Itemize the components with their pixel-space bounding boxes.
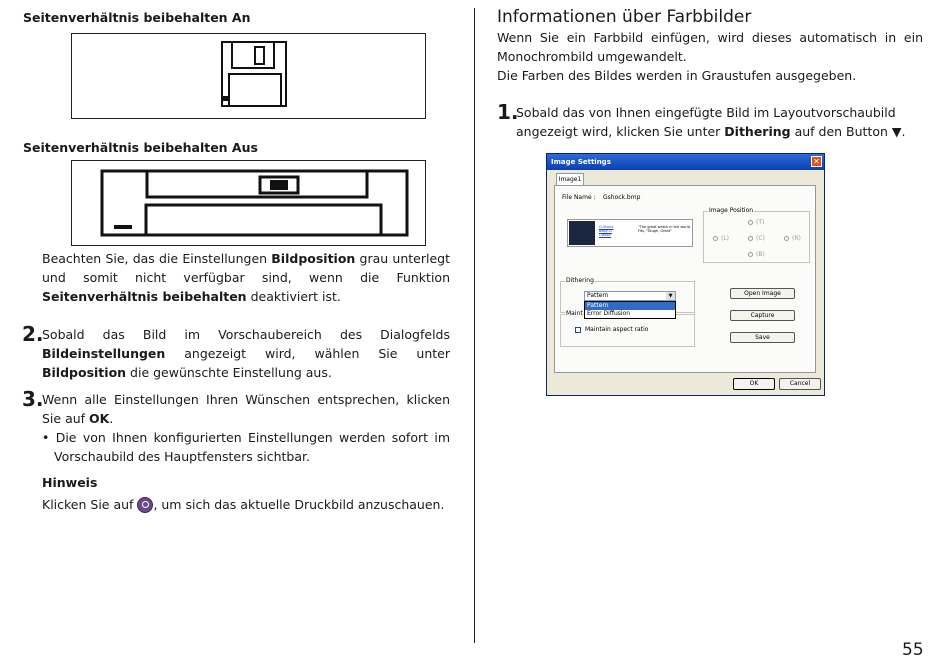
intro-paragraph-1: Wenn Sie ein Farbbild einfügen, wird dieses automatisch in ein Monochrombild umgewandelt. [497,30,923,64]
heading-aspect-on: Seitenverhältnis beibehalten An [23,10,251,25]
preview-left-text: G-Shock Baby-G Classic [599,225,614,237]
radio-right[interactable] [784,236,789,241]
maintain-aspect-checkbox[interactable] [575,327,581,333]
preview-aspect-on [71,33,426,119]
image-position-label: Image Position [709,207,754,214]
floppy-disk-stretched-icon [72,161,425,245]
maintain-aspect-label: Maintain aspect ratio [585,326,649,333]
radio-top-label: (T) [756,219,765,226]
radio-left[interactable] [713,236,718,241]
step-1-text: Sobald das von Ihnen eingefügte Bild im Layoutvorschaubild angezeigt wird, klicken Sie unter Dithering auf den Button ▼. [516,105,906,139]
radio-right-label: (R) [792,235,801,242]
image-position-group [703,207,810,263]
maintain-group-label: Maint [566,310,583,317]
step-2-text: Sobald das Bild im Vorschaubereich des Dialogfelds Bildeinstellungen angezeigt wird, wählen Sie unter Bildposition die gewünschte Einstellung aus. [42,327,450,380]
hint-text: Klicken Sie auf , um sich das aktuelle Druckbild anzuschauen. [42,497,445,512]
image-preview [567,219,693,247]
preview-right-text: "The great watch in the world Fits, "Tough, Great" [638,225,691,233]
file-name-value: Gshock.bmp [603,194,641,201]
dropdown-option-error-diffusion[interactable]: Error Diffusion [587,310,631,317]
step-3-text: Wenn alle Einstellungen Ihren Wünschen entsprechen, klicken Sie auf OK. [42,392,450,426]
radio-left-label: (L) [721,235,730,242]
radio-center[interactable] [748,236,753,241]
image-settings-dialog [546,153,825,396]
heading-aspect-off: Seitenverhältnis beibehalten Aus [23,140,258,155]
step-2-number: 2. [22,322,44,346]
preview-aspect-off [71,160,426,246]
radio-bottom-label: (B) [756,251,765,258]
cancel-button[interactable]: Cancel [779,378,821,390]
close-icon[interactable]: ✕ [811,156,822,167]
magnifier-preview-icon [137,497,153,513]
page-number: 55 [902,640,924,660]
step-3-number: 3. [22,387,44,411]
intro-paragraph-2: Die Farben des Bildes werden in Graustufen ausgegeben. [497,68,857,83]
dithering-combo-value: Pattern [587,292,609,299]
column-divider [474,8,475,643]
section-title: Informationen über Farbbilder [497,7,752,27]
tab-image1[interactable]: Image1 [556,173,584,186]
hint-title: Hinweis [42,475,98,490]
chevron-down-icon[interactable]: ▼ [666,292,675,300]
watch-thumbnail [569,221,595,245]
step-3-bullet: • Die von Ihnen konfigurierten Einstellungen werden sofort im Vorschaubild des Hauptfensters sichtbar. [42,430,450,464]
dropdown-option-pattern[interactable]: Pattern [585,302,675,310]
dithering-combo[interactable] [584,291,676,301]
capture-button[interactable]: Capture [730,310,795,321]
aspect-note: Beachten Sie, das die Einstellungen Bildposition grau unterlegt und somit nicht verfügbar sind, wenn die Funktion Seitenverhältnis beibehalten deaktiviert ist. [42,251,450,304]
dialog-title: Image Settings [547,154,824,170]
file-name-label: File Name : [562,194,596,201]
open-image-button[interactable]: Open Image [730,288,795,299]
tab-pane [554,185,816,373]
dithering-dropdown [584,301,676,319]
dithering-label: Dithering [566,277,594,284]
step-1-number: 1. [497,100,519,124]
radio-top[interactable] [748,220,753,225]
radio-center-label: (C) [756,235,765,242]
floppy-disk-icon [72,34,425,118]
radio-bottom[interactable] [748,252,753,257]
save-button[interactable]: Save [730,332,795,343]
ok-button[interactable]: OK [733,378,775,390]
